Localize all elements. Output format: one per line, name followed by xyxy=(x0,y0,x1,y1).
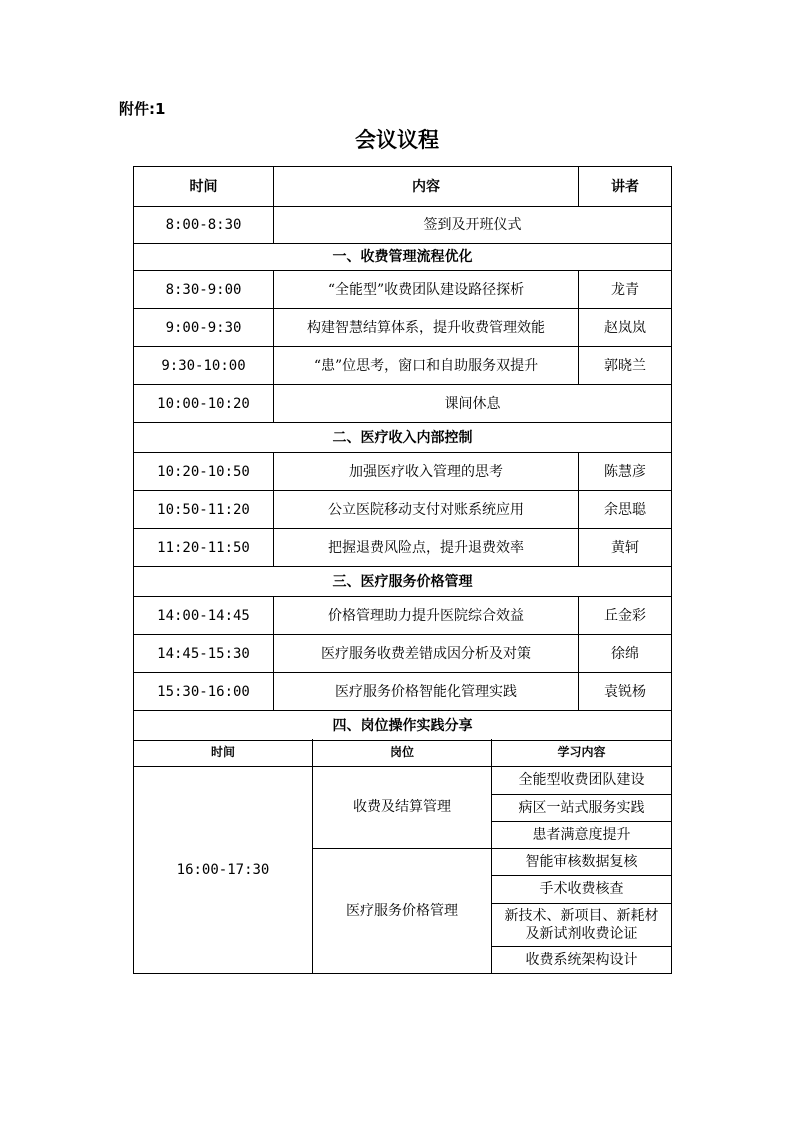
learning-item: 全能型收费团队建设 xyxy=(492,766,672,794)
learning-item: 收费系统架构设计 xyxy=(492,946,672,973)
post-name: 医疗服务价格管理 xyxy=(313,848,492,973)
session-speaker: 袁锐杨 xyxy=(579,673,672,711)
session-time: 15:30-16:00 xyxy=(134,673,274,711)
session-speaker: 徐绵 xyxy=(579,635,672,673)
session-speaker: 黄轲 xyxy=(579,529,672,567)
header-time: 时间 xyxy=(134,167,274,207)
session-time: 10:00-10:20 xyxy=(134,385,274,423)
post-name: 收费及结算管理 xyxy=(313,766,492,848)
header-speaker: 讲者 xyxy=(579,167,672,207)
table-row-opening xyxy=(134,207,672,244)
section-title: 三、医疗服务价格管理 xyxy=(134,567,672,597)
section-heading-row xyxy=(134,567,672,597)
table-row-break xyxy=(134,385,672,423)
table-row xyxy=(134,347,672,385)
learning-item: 智能审核数据复核 xyxy=(492,848,672,875)
table-row xyxy=(134,529,672,567)
session-content: 把握退费风险点，提升退费效率 xyxy=(274,529,579,567)
session-content: 医疗服务价格智能化管理实践 xyxy=(274,673,579,711)
session-speaker: 赵岚岚 xyxy=(579,309,672,347)
section-title: 四、岗位操作实践分享 xyxy=(134,711,672,741)
session-time: 8:30-9:00 xyxy=(134,271,274,309)
attachment-label: 附件:1 xyxy=(119,100,166,118)
table-row xyxy=(134,453,672,491)
session-time: 8:00-8:30 xyxy=(134,207,274,244)
session-speaker: 龙青 xyxy=(579,271,672,309)
header-time: 时间 xyxy=(134,739,313,766)
practice-header-row xyxy=(134,739,672,766)
page-title: 会议议程 xyxy=(355,128,439,152)
section-title: 二、医疗收入内部控制 xyxy=(134,423,672,453)
session-content: 课间休息 xyxy=(274,385,672,423)
table-row xyxy=(134,635,672,673)
session-speaker: 陈慧彦 xyxy=(579,453,672,491)
session-time: 9:00-9:30 xyxy=(134,309,274,347)
session-time: 10:50-11:20 xyxy=(134,491,274,529)
header-learning: 学习内容 xyxy=(492,739,672,766)
learning-item: 患者满意度提升 xyxy=(492,821,672,848)
session-content: “全能型”收费团队建设路径探析 xyxy=(274,271,579,309)
session-content: 价格管理助力提升医院综合效益 xyxy=(274,597,579,635)
session-speaker: 丘金彩 xyxy=(579,597,672,635)
header-content: 内容 xyxy=(274,167,579,207)
section-heading-row xyxy=(134,711,672,741)
session-speaker: 郭晓兰 xyxy=(579,347,672,385)
session-time: 16:00-17:30 xyxy=(134,766,313,973)
table-row xyxy=(134,491,672,529)
session-content: 构建智慧结算体系，提升收费管理效能 xyxy=(274,309,579,347)
table-row xyxy=(134,597,672,635)
session-speaker: 余思聪 xyxy=(579,491,672,529)
learning-item: 病区一站式服务实践 xyxy=(492,794,672,821)
table-row xyxy=(134,766,672,794)
session-time: 11:20-11:50 xyxy=(134,529,274,567)
table-row xyxy=(134,271,672,309)
learning-item: 新技术、新项目、新耗材及新试剂收费论证 xyxy=(492,903,672,946)
session-time: 9:30-10:00 xyxy=(134,347,274,385)
table-row xyxy=(134,309,672,347)
section-heading-row xyxy=(134,423,672,453)
agenda-table xyxy=(133,166,672,741)
table-row xyxy=(134,673,672,711)
section-title: 一、收费管理流程优化 xyxy=(134,244,672,271)
learning-item: 手术收费核查 xyxy=(492,875,672,903)
session-content: 加强医疗收入管理的思考 xyxy=(274,453,579,491)
session-content: 公立医院移动支付对账系统应用 xyxy=(274,491,579,529)
session-time: 14:00-14:45 xyxy=(134,597,274,635)
section-heading-row xyxy=(134,244,672,271)
header-post: 岗位 xyxy=(313,739,492,766)
session-time: 14:45-15:30 xyxy=(134,635,274,673)
session-content: “患”位思考，窗口和自助服务双提升 xyxy=(274,347,579,385)
table-header-row xyxy=(134,167,672,207)
session-time: 10:20-10:50 xyxy=(134,453,274,491)
practice-sharing-table xyxy=(133,739,672,974)
session-content: 签到及开班仪式 xyxy=(274,207,672,244)
session-content: 医疗服务收费差错成因分析及对策 xyxy=(274,635,579,673)
